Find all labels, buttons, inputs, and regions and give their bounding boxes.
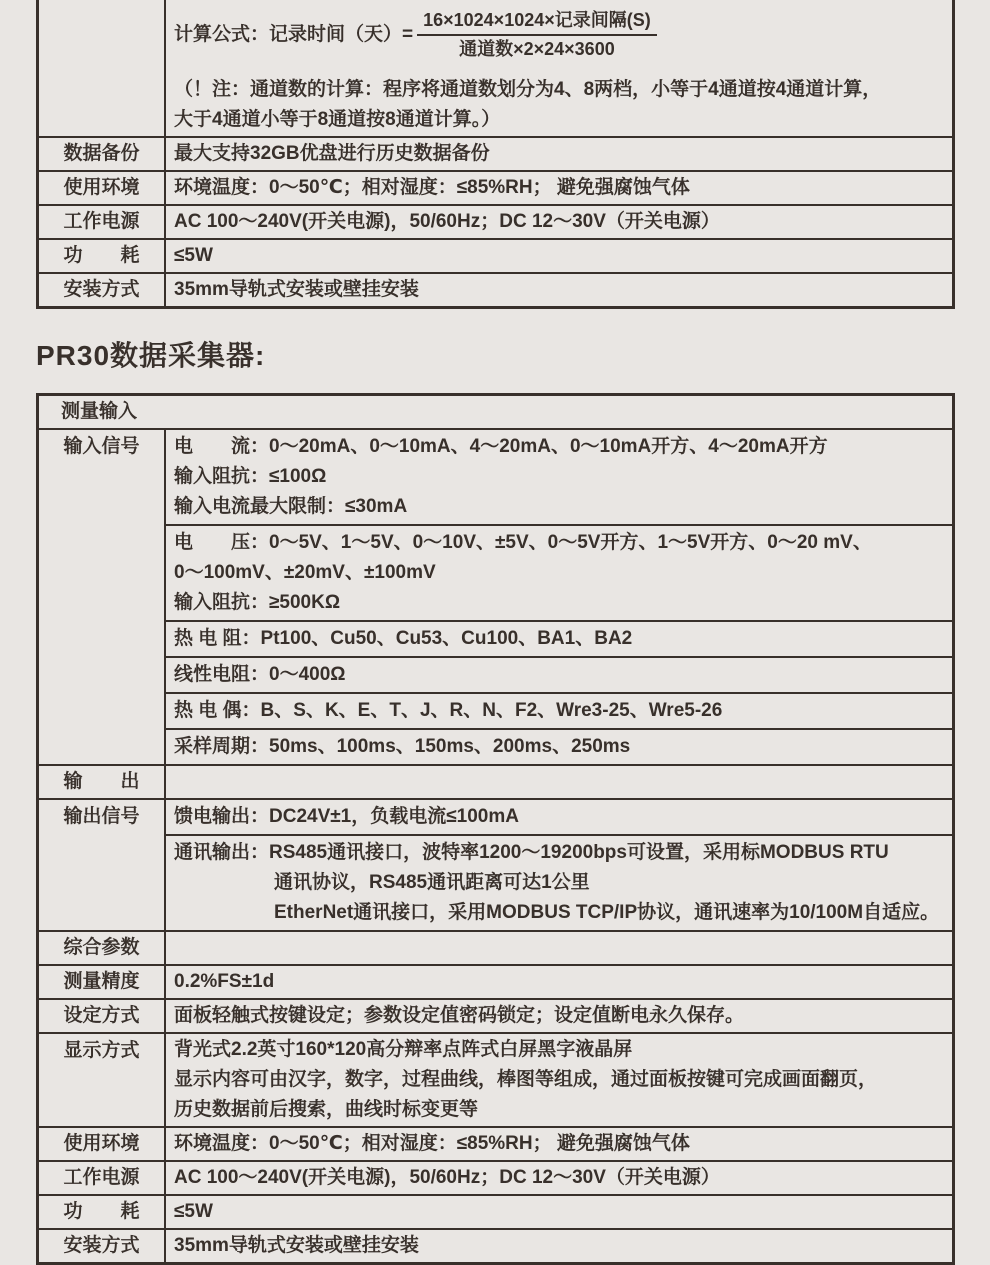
table-row	[39, 204, 952, 238]
spec-subcell-sampling-period	[166, 728, 952, 764]
spec-label: 数据备份	[39, 138, 166, 170]
table-row	[39, 1126, 952, 1160]
spec-label: 功 耗	[39, 1196, 166, 1228]
spec-line: 热 电 阻：Pt100、Cu50、Cu53、Cu100、BA1、BA2	[174, 628, 633, 649]
formula-denominator: 通道数×2×24×3600	[459, 39, 615, 59]
table-row	[39, 1160, 952, 1194]
spec-value-empty	[166, 932, 952, 964]
spec-line: 历史数据前后搜索，曲线时标变更等	[174, 1099, 479, 1120]
spec-subcell-power-feed	[166, 800, 952, 834]
top-spec-table	[36, 0, 955, 309]
spec-subcell-linear-resistance	[166, 656, 952, 692]
spec-label: 工作电源	[39, 206, 166, 238]
spec-label: 设定方式	[39, 1000, 166, 1032]
spec-value-empty	[166, 766, 952, 798]
spec-label: 测量精度	[39, 966, 166, 998]
formula-numerator: 16×1024×1024×记录间隔(S)	[417, 9, 657, 36]
formula-note-line1: （！注：通道数的计算：程序将通道数划分为4、8两档，小等于4通道按4通道计算，	[174, 79, 882, 100]
spec-label: 使用环境	[39, 1128, 166, 1160]
output-signal-row	[39, 798, 952, 930]
table-row	[39, 964, 952, 998]
table-row	[39, 272, 952, 306]
spec-label: 输 出	[39, 766, 166, 798]
spec-value: 35mm导轨式安装或壁挂安装	[174, 1235, 419, 1256]
spec-line: 0～100mV、±20mV、±100mV	[174, 562, 436, 583]
table-row	[39, 1228, 952, 1262]
spec-value: 环境温度：0～50℃；相对湿度：≤85%RH； 避免强腐蚀气体	[174, 1133, 690, 1154]
spec-label: 综合参数	[39, 932, 166, 964]
pr30-spec-table	[36, 393, 955, 1265]
spec-label: 使用环境	[39, 172, 166, 204]
spec-subcell-thermocouple	[166, 692, 952, 728]
formula-row	[39, 0, 952, 136]
spec-subcell-comm-output	[166, 834, 952, 930]
table-row	[39, 136, 952, 170]
spec-value: ≤5W	[174, 1201, 213, 1222]
section-heading-pr30: PR30数据采集器:	[36, 340, 266, 371]
table-row	[39, 1194, 952, 1228]
spec-value: 环境温度：0～50℃；相对湿度：≤85%RH； 避免强腐蚀气体	[174, 177, 690, 198]
input-signal-row	[39, 428, 952, 764]
spec-subcell-current	[166, 430, 952, 524]
spec-line: 电 压：0～5V、1～5V、0～10V、±5V、0～5V开方、1～5V开方、0～20 mV、	[174, 532, 872, 553]
spec-line: 输入阻抗：≤100Ω	[174, 466, 327, 487]
spec-label: 安装方式	[39, 274, 166, 306]
table-row	[39, 170, 952, 204]
spec-line: 输入阻抗：≥500KΩ	[174, 592, 341, 613]
formula-note	[174, 75, 944, 135]
spec-value: 面板轻触式按键设定；参数设定值密码锁定；设定值断电永久保存。	[174, 1005, 745, 1026]
output-section-row	[39, 764, 952, 798]
spec-line: 线性电阻：0～400Ω	[174, 664, 346, 685]
spec-label: 工作电源	[39, 1162, 166, 1194]
spec-label: 功 耗	[39, 240, 166, 272]
spec-line: EtherNet通讯接口，采用MODBUS TCP/IP协议，通讯速率为10/100M自适应。	[274, 902, 940, 923]
spec-line: 通讯协议，RS485通讯距离可达1公里	[274, 872, 590, 893]
spec-line: 通讯输出：RS485通讯接口，波特率1200～19200bps可设置，采用标MODBUS RTU	[174, 842, 889, 863]
section-title: 测量输入	[61, 401, 138, 422]
formula-prefix: 计算公式：记录时间（天）=	[174, 24, 414, 45]
table-row	[39, 238, 952, 272]
record-time-formula	[174, 9, 944, 61]
formula-fraction	[417, 9, 657, 61]
formula-row-label-empty	[39, 0, 166, 136]
spec-label: 显示方式	[39, 1034, 166, 1126]
spec-line: 电 流：0～20mA、0～10mA、4～20mA、0～10mA开方、4～20mA开方	[174, 436, 828, 457]
spec-value: AC 100～240V(开关电源)，50/60Hz；DC 12～30V（开关电源）	[174, 1167, 720, 1188]
spec-line: 馈电输出：DC24V±1，负载电流≤100mA	[174, 806, 519, 827]
formula-note-line2: 大于4通道小等于8通道按8通道计算。）	[174, 109, 501, 130]
spec-line: 背光式2.2英寸160*120高分辩率点阵式白屏黑字液晶屏	[174, 1039, 633, 1060]
input-signal-cells	[166, 430, 952, 764]
table-row	[39, 998, 952, 1032]
table-row	[39, 930, 952, 964]
spec-line: 热 电 偶：B、S、K、E、T、J、R、N、F2、Wre3-25、Wre5-26	[174, 700, 723, 721]
formula-cell	[166, 0, 952, 136]
display-mode-row	[39, 1032, 952, 1126]
spec-label: 输出信号	[39, 800, 166, 930]
spec-value: ≤5W	[174, 245, 213, 266]
spec-subcell-voltage	[166, 524, 952, 620]
spec-line: 采样周期：50ms、100ms、150ms、200ms、250ms	[174, 736, 631, 757]
spec-value: 最大支持32GB优盘进行历史数据备份	[174, 143, 490, 164]
spec-line: 显示内容可由汉字，数字，过程曲线，棒图等组成，通过面板按键可完成画面翻页，	[174, 1069, 878, 1090]
spec-label: 安装方式	[39, 1230, 166, 1262]
spec-label: 输入信号	[39, 430, 166, 764]
output-signal-cells	[166, 800, 952, 930]
section-row-measure-input	[39, 396, 952, 428]
spec-line: 输入电流最大限制：≤30mA	[174, 496, 408, 517]
spec-value: 0.2%FS±1d	[174, 971, 275, 992]
display-mode-cell	[166, 1034, 952, 1126]
spec-value: AC 100～240V(开关电源)，50/60Hz；DC 12～30V（开关电源）	[174, 211, 720, 232]
spec-subcell-rtd	[166, 620, 952, 656]
spec-value: 35mm导轨式安装或壁挂安装	[174, 279, 419, 300]
